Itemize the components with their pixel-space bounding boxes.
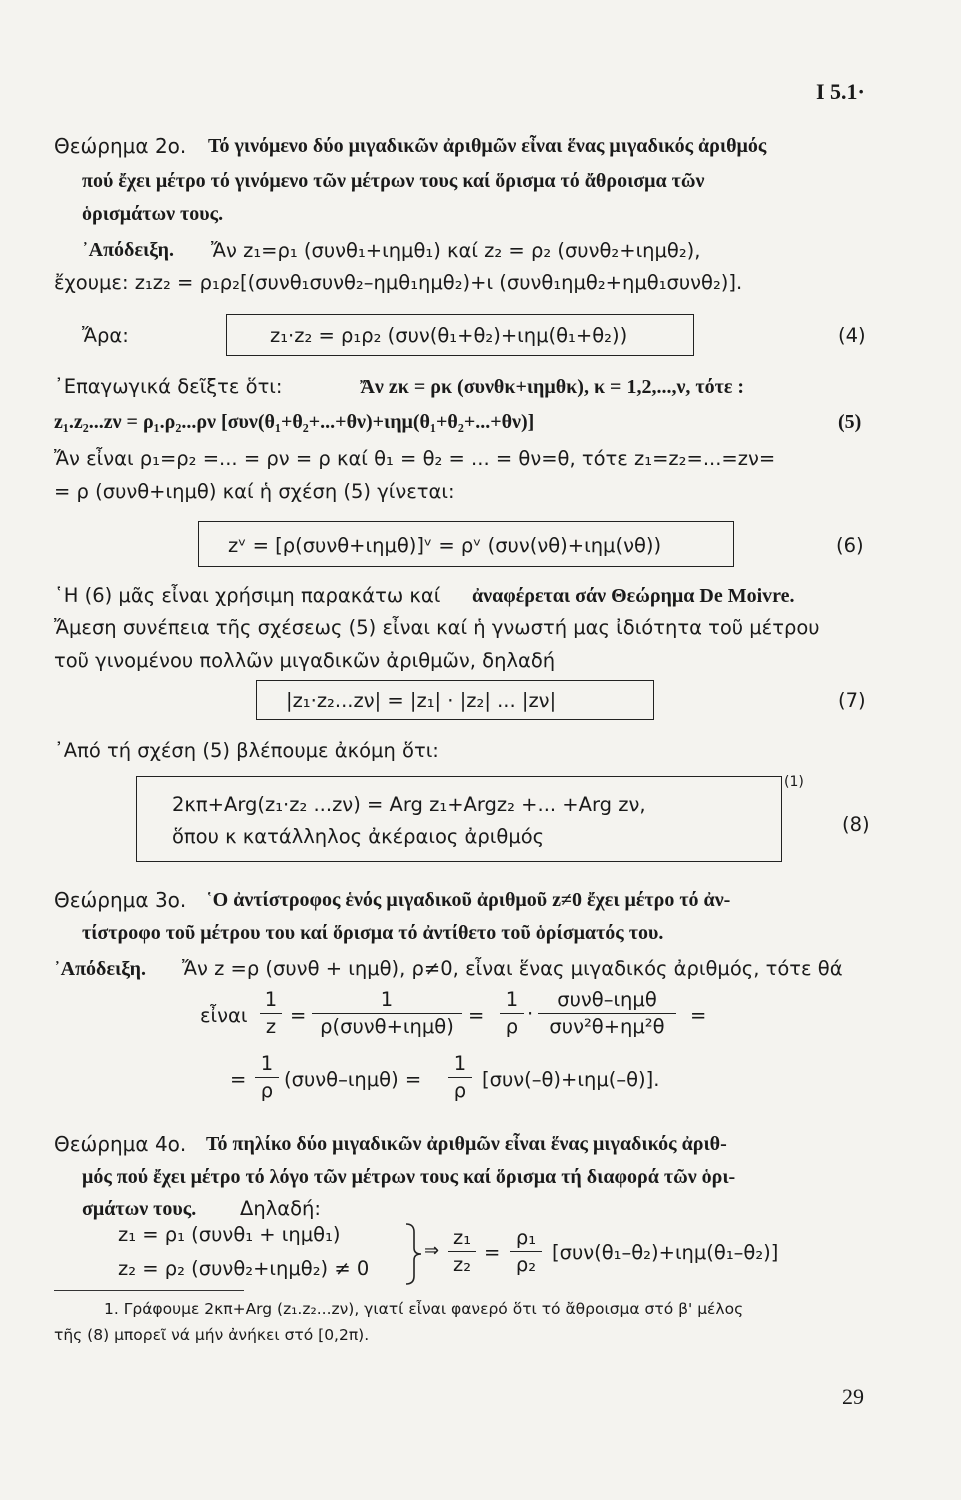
equation-5-number: (5) <box>838 411 862 433</box>
quotient-equals: = <box>484 1241 501 1264</box>
condition-1: z₁ = ρ₁ (συνθ₁ + ιημθ₁) <box>118 1223 341 1246</box>
equals-c: = <box>690 1004 707 1027</box>
equation-8-line-1: 2κπ+Arg(z₁·z₂ ...zν) = Arg z₁+Argz₂ +... +Arg zν, <box>172 793 646 816</box>
equals-b: = <box>468 1004 485 1027</box>
theorem-4-line-2: μός πού ἔχει μέτρο τό λόγο τῶν μέτρων τους καί ὅρισμα τή διαφορά τῶν ὁρι- <box>82 1166 736 1188</box>
footnote-rule <box>54 1290 244 1291</box>
proof-line-2: ἔχουμε: z₁z₂ = ρ₁ρ₂[(συνθ₁συνθ₂–ημθ₁ημθ₂)+ι (συνθ₁ημθ₂+ημθ₁συνθ₂)]. <box>54 271 743 294</box>
demoivre-line-1b: ἀναφέρεται σάν Θεώρημα De Moivre. <box>472 585 795 607</box>
theorem-4-line-1: Τό πηλίκο δύο μιγαδικῶν ἀριθμῶν εἶναι ἕνας μιγαδικός ἀριθ- <box>206 1133 727 1155</box>
fraction-1-over-rho-3: 1 ρ <box>448 1052 472 1103</box>
fraction-conjugate: συνθ–ιημθ συν²θ+ημ²θ <box>538 988 676 1039</box>
quotient-result: [συν(θ₁–θ₂)+ιημ(θ₁–θ₂)] <box>552 1241 779 1264</box>
induction-line-4: = ρ (συνθ+ιημθ) καί ἡ σχέση (5) γίνεται: <box>54 480 455 503</box>
theorem-2-line-1: Τό γινόμενο δύο μιγαδικῶν ἀριθμῶν εἶναι ἕνας μιγαδικός ἀριθμός <box>208 135 767 157</box>
proof-3-line-1: Ἄν z =ρ (συνθ + ιημθ), ρ≠0, εἶναι ἕνας μιγαδικός ἀριθμός, τότε θά <box>182 957 843 980</box>
demoivre-line-2: Ἄμεση συνέπεια τῆς σχέσεως (5) εἶναι καί ἡ γνωστή μας ἰδιότητα τοῦ μέτρου <box>54 616 820 639</box>
equation-8-number: (8) <box>842 813 870 836</box>
equation-7: |z₁·z₂...zν| = |z₁| · |z₂| ... |zν| <box>286 689 557 712</box>
quotient-rho: ρ₁ ρ₂ <box>510 1226 542 1277</box>
theorem-4-title: Θεώρημα 4ο. <box>54 1132 187 1156</box>
theorem-2-line-2: πού ἔχει μέτρο τό γινόμενο τῶν μέτρων τους καί ὅρισμα τό ἄθροισμα τῶν <box>82 170 705 192</box>
equation-7-number: (7) <box>838 689 866 712</box>
proof-line-1: Ἄν z₁=ρ₁ (συνθ₁+ιημθ₁) καί z₂ = ρ₂ (συνθ₂+ιημθ₂), <box>211 239 701 262</box>
fraction-1-over-z: 1 z <box>260 988 282 1039</box>
demoivre-line-1a: ῾Η (6) μᾶς εἶναι χρήσιμη παρακάτω καί <box>54 584 441 607</box>
footnote-line-1: 1. Γράφουμε 2κπ+Arg (z₁.z₂...zν), γιατί εἶναι φανερό ὅτι τό ἄθροισμα στό β' μέλος <box>104 1300 744 1318</box>
fraction-polar: 1 ρ(συνθ+ιημθ) <box>312 988 462 1039</box>
equation-4-number: (4) <box>838 324 866 347</box>
fraction-1-over-rho-2: 1 ρ <box>255 1052 279 1103</box>
theorem-4-line-3a: σμάτων τους. <box>82 1198 197 1220</box>
equation-5: z₁.z₂...zν = ρ₁.ρ₂...ρν [συν(θ₁+θ₂+...+θν)+ιημ(θ₁+θ₂+...+θν)] <box>54 411 535 433</box>
equals-d: = <box>230 1068 247 1091</box>
footnote-line-2: τῆς (8) μπορεῖ νά μήν ἀνήκει στό [0,2π). <box>54 1326 370 1344</box>
ara-label: Ἄρα: <box>82 324 129 347</box>
fraction-1-over-rho: 1 ρ <box>500 988 524 1039</box>
induction-text: ᾿Επαγωγικά δεῖξτε ὅτι: <box>54 375 283 398</box>
proof-3-label: ᾿Απόδειξη. <box>54 958 147 980</box>
result-final: [συν(–θ)+ιημ(–θ)]. <box>482 1068 660 1091</box>
quotient-z: z₁ z₂ <box>448 1226 476 1277</box>
theorem-4-line-3b: Δηλαδή: <box>240 1197 321 1220</box>
theorem-3-line-1: ῾Ο ἀντίστροφος ἑνός μιγαδικοῦ ἀριθμοῦ z≠0 ἔχει μέτρο τό ἀν- <box>206 889 731 911</box>
equation-8-line-2: ὅπου κ κατάλληλος ἀκέραιος ἀριθμός <box>172 825 545 848</box>
induction-line-3: Ἄν εἶναι ρ₁=ρ₂ =... = ρν = ρ καί θ₁ = θ₂ = ... = θν=θ, τότε z₁=z₂=...=zν= <box>54 447 776 470</box>
section-marker: I 5.1· <box>816 79 865 104</box>
theorem-3-title: Θεώρημα 3ο. <box>54 888 187 912</box>
theorem-3-line-2: τίστροφο τοῦ μέτρου του καί ὅρισμα τό ἀντίθετο τοῦ ὁρίσματός του. <box>82 922 664 944</box>
einai-label: εἶναι <box>200 1004 248 1027</box>
equation-6: zᵛ = [ρ(συνθ+ιημθ)]ᵛ = ρᵛ (συν(νθ)+ιημ(νθ)) <box>228 534 662 557</box>
equation-4: z₁·z₂ = ρ₁ρ₂ (συν(θ₁+θ₂)+ιημ(θ₁+θ₂)) <box>270 324 628 347</box>
footnote-marker: (1) <box>784 774 804 790</box>
induction-statement: Ἄν zκ = ρκ (συνθκ+ιημθκ), κ = 1,2,...,ν, τότε : <box>360 376 745 398</box>
from-relation-5: ᾿Από τή σχέση (5) βλέπουμε ἀκόμη ὅτι: <box>54 739 439 762</box>
result-middle: (συνθ–ιημθ) = <box>284 1068 422 1091</box>
page-number: 29 <box>842 1384 864 1409</box>
demoivre-line-3: τοῦ γινομένου πολλῶν μιγαδικῶν ἀριθμῶν, δηλαδή <box>54 649 556 672</box>
proof-label: ᾿Απόδειξη. <box>82 239 175 261</box>
equation-8-box <box>136 776 782 862</box>
condition-2: z₂ = ρ₂ (συνθ₂+ιημθ₂) ≠ 0 <box>118 1257 370 1280</box>
theorem-2-line-3: ὁρισμάτων τους. <box>82 203 224 225</box>
implies-arrow: ⇒ <box>424 1240 440 1261</box>
equation-6-number: (6) <box>836 534 864 557</box>
theorem-2-title: Θεώρημα 2ο. <box>54 134 187 158</box>
equals-a: = <box>290 1004 307 1027</box>
right-brace-icon <box>402 1222 424 1286</box>
multiplication-dot: · <box>527 1002 534 1025</box>
